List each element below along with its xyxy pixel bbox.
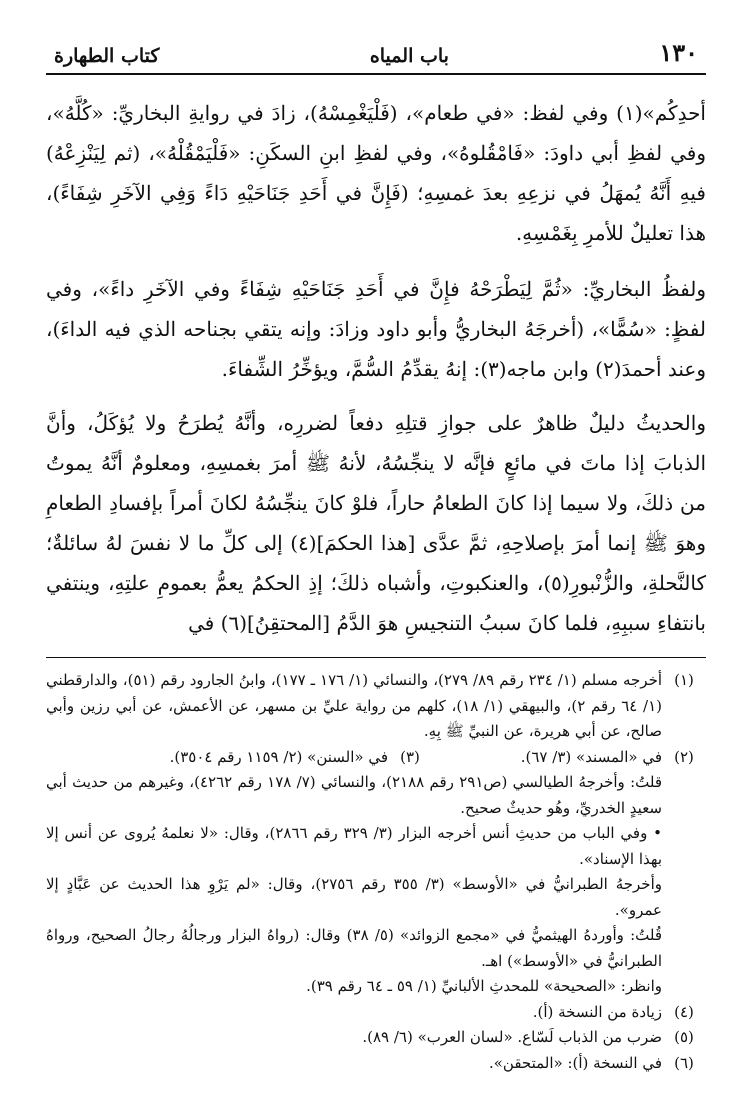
footnote-5 (46, 1025, 706, 1051)
footnote-number: (٦) (674, 1053, 694, 1072)
running-header (46, 38, 706, 71)
header-rule (46, 73, 706, 75)
footnote-text: قُلتُ: وأوردهُ الهيثميُّ في «مجمع الزوائد» (٥/ ٣٨) وقال: (رواهُ البزار ورجالُهُ رجالُ الصحيح، ورواهُ الطبرانيُّ في «الأوسط») اهـ. (46, 926, 662, 970)
footnote-2 (46, 745, 706, 1000)
main-text (46, 93, 706, 643)
footnote-number: (٥) (674, 1028, 694, 1046)
footnote-number: (١) (674, 671, 694, 689)
footnote-rule (46, 657, 706, 658)
footnote-text: في «المسند» (٣/ ٦٧). (520, 747, 662, 766)
footnote-text: قلتُ: وأخرجهُ الطيالسي (ص٢٩١ رقم ٢١٨٨)، والنسائي (٧/ ١٧٨ رقم ٤٢٦٢)، وغيرهم من حديث أبي سعيدٍ الخدريِّ، وهُو حديثٌ صحيح. (46, 773, 662, 817)
footnote-text: وانظر: «الصحيحة» للمحدثِ الألبانيِّ (١/ ٥٩ ـ ٦٤ رقم ٣٩). (306, 977, 662, 995)
footnote-text: أخرجه مسلم (١/ ٢٣٤ رقم ٨٩/ ٢٧٩)، والنسائي (١/ ١٧٦ ـ ١٧٧)، وابنُ الجارود رقم (٥١)، والدارقطني (١/ ٦٤ رقم ٢)، والبيهقي (١/ ١٨)، كلهم من رواية عليِّ بن مسهر، عن الأعمش، عن أبي رزين وأبي صالح، عن أبي هريرة، عن النبيِّ ﷺ بِهِ. (46, 671, 663, 740)
footnote-4 (46, 1000, 706, 1026)
book-title: كتاب الطهارة (54, 45, 160, 67)
footnote-text: في النسخة (أ): «المتحقن». (488, 1053, 662, 1072)
footnote-number: (٢) (674, 747, 694, 766)
footnote-2-3-line (46, 745, 662, 771)
footnote-text: • وفي الباب من حديثِ أنس أخرجه البزار (٣/ ٣٢٩ رقم ٢٨٦٦)، وقال: «لا نعلمهُ يُروى عن أنس إلا بهذا الإسناد». (46, 824, 663, 868)
footnote-text: زيادة من النسخة (أ). (532, 1002, 662, 1021)
chapter-title: باب المياه (369, 45, 449, 67)
footnotes (46, 668, 706, 1076)
footnote-number: (٤) (674, 1002, 694, 1021)
footnote-1 (46, 668, 706, 745)
paragraph-2: ولفظُ البخاريِّ: «ثُمَّ لِيَطْرَحْهُ فإِنَّ في أَحَدِ جَنَاحَيْهِ شِفَاءً وفي الآخَرِ داءً»، وفي لفظٍ: «سُمًّا»، (أخرجَهُ البخاريُّ وأبو داود وزادَ: وإنه يتقي بجناحه الذي فيه الداءَ)، وعند أحمدَ(٢) وابن ماجه(٣): إنهُ يقدِّمُ السُّمَّ، ويؤخِّرُ الشِّفاءَ. (46, 277, 706, 381)
paragraph-3: والحديثُ دليلٌ ظاهرٌ على جوازِ قتلِهِ دفعاً لضررِه، وأنَّهُ يُطرَحُ ولا يُؤكَلُ، وأنَّ الذبابَ إذا ماتَ في مائعٍ فإنَّه لا ينجِّسُهُ، لأنهُ ﷺ أمرَ بغمسِهِ، ومعلومٌ أنَّهُ يموتُ من ذلكَ، ولا سيما إذا كانَ الطعامُ حاراً، فلوْ كانَ ينجِّسُهُ لكانَ أمراً بإفسادِ الطعامِ وهوَ ﷺ إنما أمرَ بإصلاحِهِ، ثمَّ عدَّى [هذا الحكمَ](٤) إلى كلِّ ما لا نفسَ لهُ سائلةٌ؛ كالنَّحلةِ، والزُّنْبورِ(٥)، والعنكبوتِ، وأشباه ذلكَ؛ إذِ الحكمُ يعمُّ بعمومِ علتِهِ، وينتفي بانتفاءِ سببِهِ، فلما كانَ سببُ التنجيسِ هوَ الدَّمُ [المحتقِنُ](٦) في (46, 411, 706, 635)
footnote-text: وأخرجهُ الطبرانيُّ في «الأوسط» (٣/ ٣٥٥ رقم ٢٧٥٦)، وقال: «لم يَرْوِ هذا الحديث عن عَبَّادٍ إلا عمرو». (46, 875, 662, 919)
footnote-6 (46, 1051, 706, 1077)
footnote-3-text: في «السنن» (٢/ ١١٥٩ رقم ٣٥٠٤). (169, 747, 388, 766)
footnote-number: (٣) (400, 747, 420, 766)
page-number: ١٣٠ (659, 38, 698, 67)
footnote-text: ضرب من الذباب لَسّاع. «لسان العرب» (٦/ ٨٩). (362, 1028, 662, 1046)
paragraph-1: أحدِكُم»(١) وفي لفظ: «في طعام»، (فَلْيَغْمِسْهُ)، زادَ في روايةِ البخاريِّ: «كُلَّهُ»، وفي لفظِ أبي داودَ: «فَامْقُلوهُ»، وفي لفظِ ابنِ السكَنِ: «فَلْيَمْقُلْهُ»، (ثم لِيَنْزِعْهُ) فيهِ أَنَّهُ يُمهَلُ في نزعِهِ بعدَ غمسِهِ؛ (فَإِنَّ في أَحَدِ جَنَاحَيْهِ دَاءً وَفِي الآخَرِ شِفَاءً)، هذا تعليلٌ للأمرِ بِغَمْسِهِ. (46, 101, 706, 245)
